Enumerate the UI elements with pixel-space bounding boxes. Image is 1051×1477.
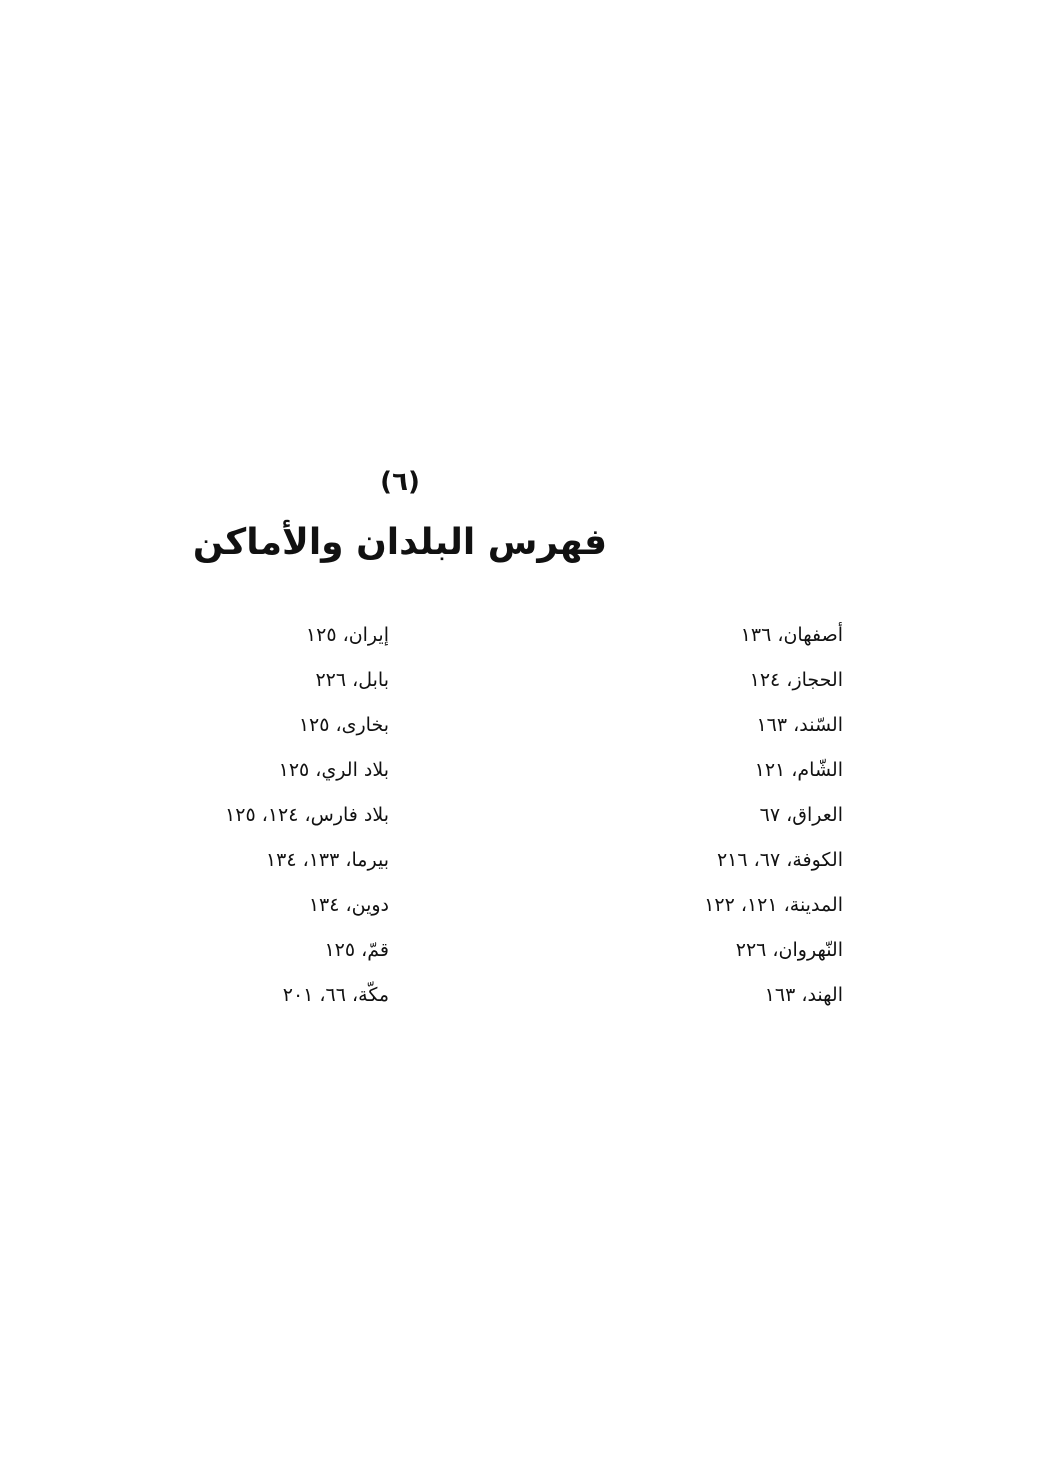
index-entry: الهند، ١٦٣ xyxy=(764,984,843,1006)
index-entry: الشّام، ١٢١ xyxy=(754,759,843,781)
index-entry: المدينة، ١٢١، ١٢٢ xyxy=(704,894,843,916)
index-entry: بيرما، ١٣٣، ١٣٤ xyxy=(265,849,389,871)
index-entry: الكوفة، ٦٧، ٢١٦ xyxy=(716,849,843,871)
index-entry: إيران، ١٢٥ xyxy=(305,624,389,646)
index-entry: السّند، ١٦٣ xyxy=(756,714,843,736)
index-entry: الحجاز، ١٢٤ xyxy=(749,669,843,691)
index-entry: بخارى، ١٢٥ xyxy=(298,714,389,736)
index-entry: أصفهان، ١٣٦ xyxy=(740,624,843,646)
index-column-right xyxy=(513,620,843,1025)
index-entry: النّهروان، ٢٢٦ xyxy=(735,939,843,961)
page-title: فهرس البلدان والأماكن xyxy=(192,522,608,563)
index-entry: قمّ، ١٢٥ xyxy=(324,939,389,961)
index-entry: بلاد فارس، ١٢٤، ١٢٥ xyxy=(225,804,389,826)
index-entry: مكّة، ٦٦، ٢٠١ xyxy=(282,984,389,1006)
index-entry: دوين، ١٣٤ xyxy=(308,894,389,916)
index-entry: بلاد الري، ١٢٥ xyxy=(278,759,389,781)
index-entry: العراق، ٦٧ xyxy=(759,804,843,826)
section-number: (٦) xyxy=(380,467,420,497)
index-column-left xyxy=(9,620,389,1025)
index-entry: بابل، ٢٢٦ xyxy=(315,669,389,691)
